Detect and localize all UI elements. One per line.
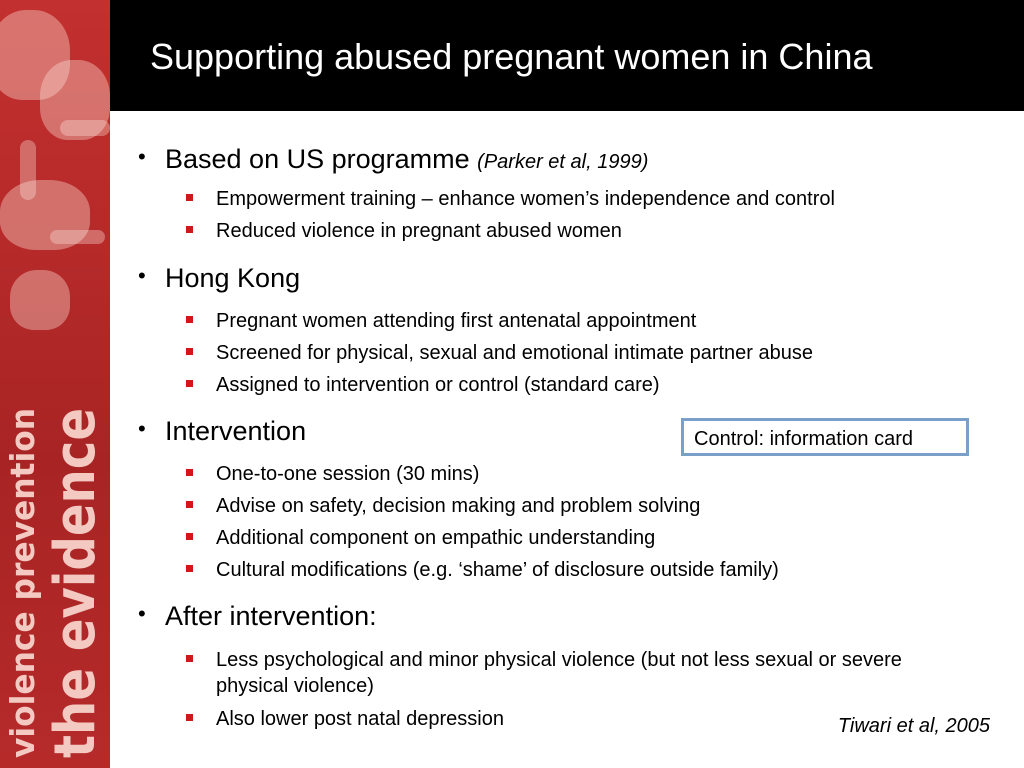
bullet-square-icon <box>186 469 193 476</box>
bullet-dot-icon: • <box>138 601 146 626</box>
bullet-square-icon <box>186 565 193 572</box>
list-item-text: Advise on safety, decision making and problem solving <box>216 495 701 517</box>
finger-image <box>50 230 105 244</box>
bullet-square-icon <box>186 348 193 355</box>
finger-image <box>60 120 110 136</box>
section-heading-text: Intervention <box>165 416 307 446</box>
hand-image <box>10 270 70 330</box>
bullet-dot-icon: • <box>138 416 146 441</box>
bullet-dot-icon: • <box>138 144 146 169</box>
citation: (Parker et al, 1999) <box>477 151 649 173</box>
list-item-text: Pregnant women attending first antenatal appointment <box>216 310 697 332</box>
list-item-text: Cultural modifications (e.g. ‘shame’ of disclosure outside family) <box>216 559 779 581</box>
bullet-square-icon <box>186 380 193 387</box>
control-info-box <box>681 418 969 456</box>
bullet-square-icon <box>186 655 193 662</box>
bullet-square-icon <box>186 194 193 201</box>
list-item-text: Additional component on empathic understanding <box>216 527 656 549</box>
branding-line-2: the evidence <box>43 402 106 758</box>
list-item-text: Also lower post natal depression <box>216 708 504 730</box>
bullet-square-icon <box>186 714 193 721</box>
section-heading-text: After intervention: <box>165 601 377 631</box>
section-heading-text: Hong Kong <box>165 263 301 293</box>
branding-line-1: violence prevention <box>3 402 42 758</box>
bullet-dot-icon: • <box>138 263 146 288</box>
title-bar <box>110 0 1024 111</box>
list-item-text: Empowerment training – enhance women’s independence and control <box>216 188 835 210</box>
control-info-text: Control: information card <box>694 428 913 450</box>
bullet-square-icon <box>186 316 193 323</box>
list-item-text: Less psychological and minor physical violence (but not less sexual or severe physical violence) <box>216 649 902 697</box>
bullet-square-icon <box>186 501 193 508</box>
list-item-text: Assigned to intervention or control (standard care) <box>216 374 660 396</box>
list-item-text: One-to-one session (30 mins) <box>216 463 480 485</box>
bullet-square-icon <box>186 533 193 540</box>
sidebar-branding <box>0 0 110 768</box>
list-item-text: Screened for physical, sexual and emotional intimate partner abuse <box>216 342 814 364</box>
section-heading-text: Based on US programme <box>165 144 470 174</box>
branding-text <box>0 402 106 762</box>
slide-title: Supporting abused pregnant women in China <box>150 36 873 77</box>
reference-citation: Tiwari et al, 2005 <box>837 715 990 737</box>
list-item-text: Reduced violence in pregnant abused women <box>216 220 622 242</box>
slide-content <box>110 111 1024 768</box>
bullet-square-icon <box>186 226 193 233</box>
